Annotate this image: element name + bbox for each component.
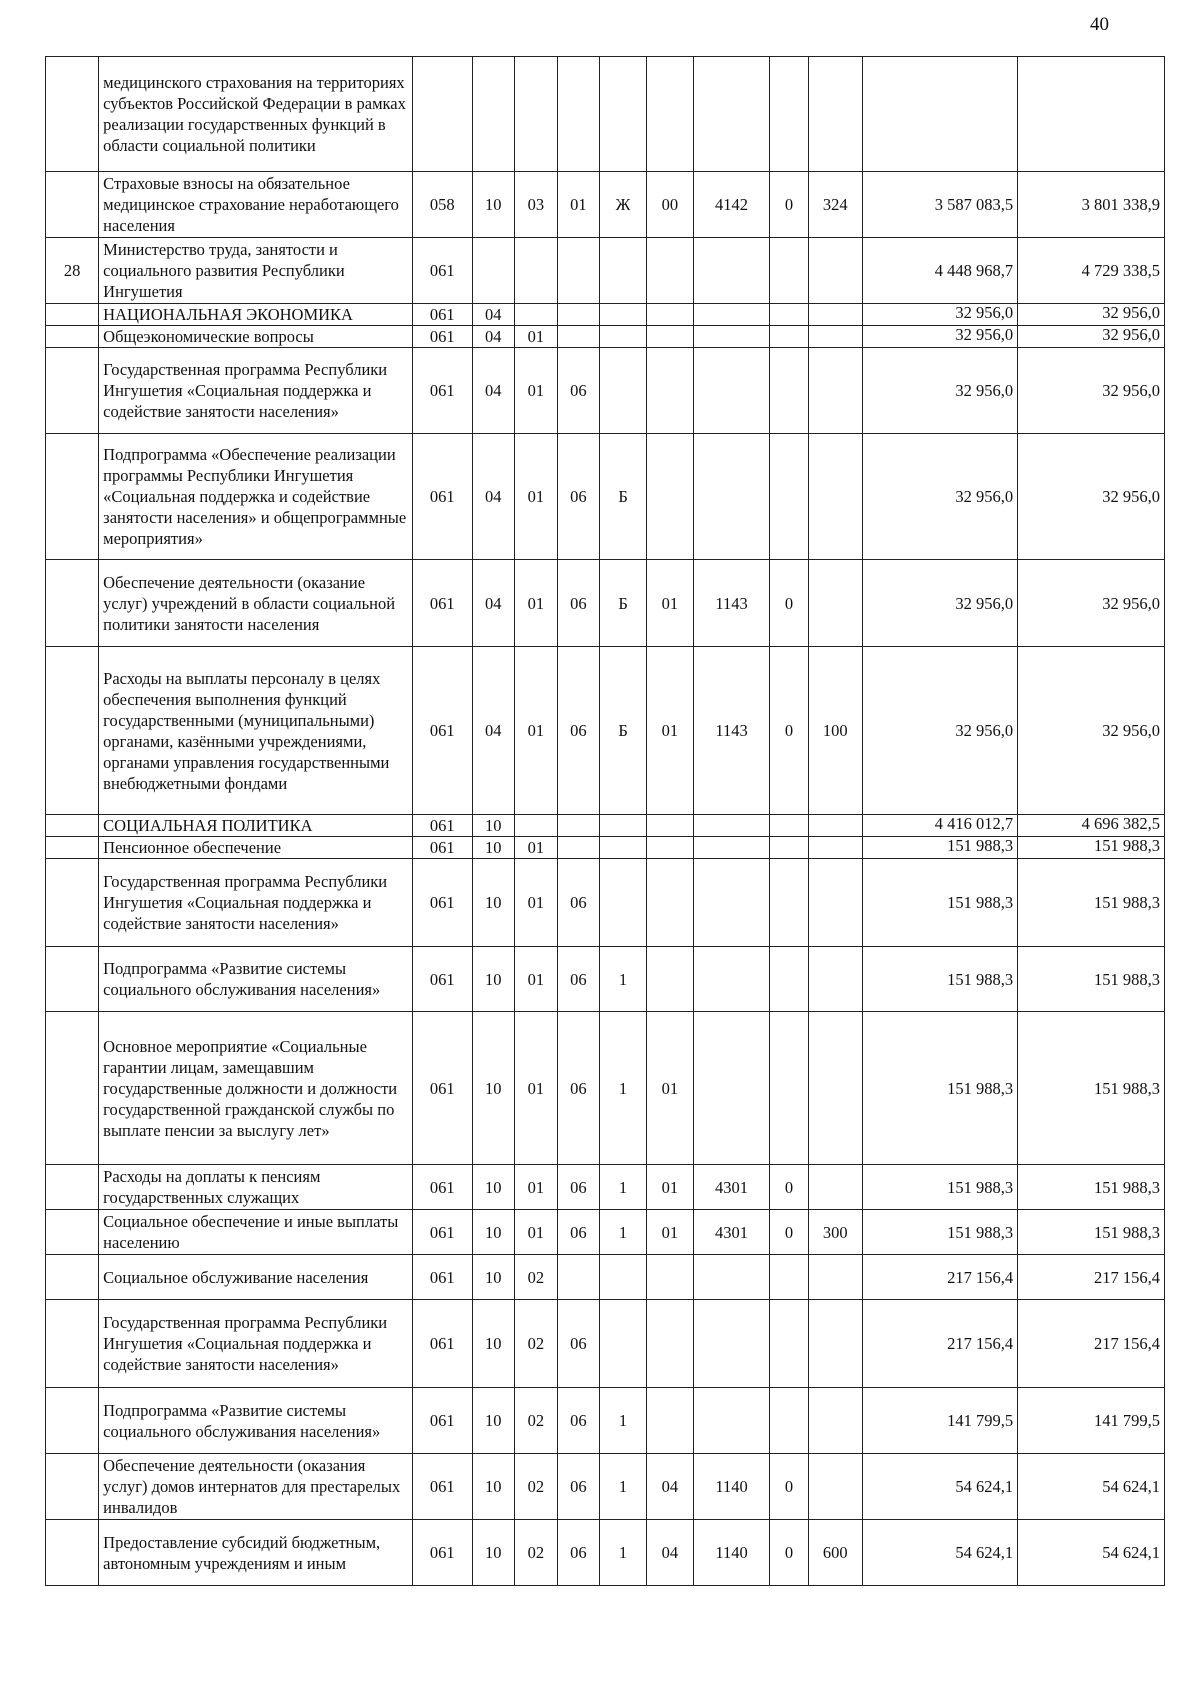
subprogram-code-cell: 1 bbox=[600, 1520, 647, 1586]
section-code-cell: 04 bbox=[472, 348, 515, 434]
direction-code-cell bbox=[693, 815, 770, 837]
expense-type-code-cell bbox=[808, 348, 862, 434]
program-code-cell: 06 bbox=[557, 1210, 600, 1255]
row-number-cell bbox=[46, 647, 99, 815]
direction-code-cell bbox=[693, 837, 770, 859]
amount-year-2-cell: 151 988,3 bbox=[1018, 837, 1165, 859]
expense-type-code-cell bbox=[808, 859, 862, 947]
row-number-cell bbox=[46, 947, 99, 1012]
program-code-cell: 06 bbox=[557, 560, 600, 647]
direction-code-cell: 4142 bbox=[693, 172, 770, 238]
item-name-cell: Подпрограмма «Развитие системы социального обслуживания населения» bbox=[99, 1388, 413, 1454]
amount-year-2-cell: 141 799,5 bbox=[1018, 1388, 1165, 1454]
ministry-code-cell: 058 bbox=[412, 172, 472, 238]
row-number-cell bbox=[46, 326, 99, 348]
section-code-cell: 04 bbox=[472, 304, 515, 326]
ministry-code-cell: 061 bbox=[412, 647, 472, 815]
amount-year-1-cell: 32 956,0 bbox=[862, 348, 1017, 434]
subsection-code-cell: 01 bbox=[515, 560, 558, 647]
direction-code-cell bbox=[693, 947, 770, 1012]
expense-type-code-cell: 300 bbox=[808, 1210, 862, 1255]
ministry-code-cell: 061 bbox=[412, 1012, 472, 1165]
expense-type-code-cell bbox=[808, 947, 862, 1012]
expense-type-code-cell: 600 bbox=[808, 1520, 862, 1586]
amount-year-2-cell: 151 988,3 bbox=[1018, 1165, 1165, 1210]
sub-direction-code-cell bbox=[770, 1012, 808, 1165]
table-row bbox=[46, 815, 1165, 837]
table-row bbox=[46, 326, 1165, 348]
program-code-cell: 06 bbox=[557, 1165, 600, 1210]
direction-code-cell: 1143 bbox=[693, 647, 770, 815]
amount-year-1-cell: 32 956,0 bbox=[862, 326, 1017, 348]
event-code-cell: 04 bbox=[646, 1520, 693, 1586]
subsection-code-cell: 02 bbox=[515, 1255, 558, 1300]
direction-code-cell bbox=[693, 57, 770, 172]
direction-code-cell bbox=[693, 348, 770, 434]
item-name-cell: Государственная программа Республики Ингушетия «Социальная поддержка и содействие занятости населения» bbox=[99, 1300, 413, 1388]
subprogram-code-cell: 1 bbox=[600, 1454, 647, 1520]
subprogram-code-cell bbox=[600, 57, 647, 172]
subprogram-code-cell bbox=[600, 859, 647, 947]
amount-year-2-cell: 32 956,0 bbox=[1018, 434, 1165, 560]
program-code-cell: 06 bbox=[557, 1012, 600, 1165]
program-code-cell: 06 bbox=[557, 647, 600, 815]
row-number-cell bbox=[46, 1165, 99, 1210]
direction-code-cell bbox=[693, 304, 770, 326]
section-code-cell: 04 bbox=[472, 434, 515, 560]
event-code-cell bbox=[646, 348, 693, 434]
event-code-cell bbox=[646, 1300, 693, 1388]
ministry-code-cell: 061 bbox=[412, 1520, 472, 1586]
program-code-cell: 06 bbox=[557, 1520, 600, 1586]
amount-year-1-cell: 151 988,3 bbox=[862, 1210, 1017, 1255]
sub-direction-code-cell bbox=[770, 434, 808, 560]
program-code-cell: 06 bbox=[557, 434, 600, 560]
amount-year-1-cell: 141 799,5 bbox=[862, 1388, 1017, 1454]
table-row bbox=[46, 837, 1165, 859]
amount-year-2-cell: 32 956,0 bbox=[1018, 647, 1165, 815]
subsection-code-cell: 02 bbox=[515, 1454, 558, 1520]
table-row bbox=[46, 348, 1165, 434]
section-code-cell: 10 bbox=[472, 837, 515, 859]
amount-year-1-cell bbox=[862, 57, 1017, 172]
subsection-code-cell: 02 bbox=[515, 1520, 558, 1586]
amount-year-2-cell: 32 956,0 bbox=[1018, 348, 1165, 434]
direction-code-cell: 4301 bbox=[693, 1165, 770, 1210]
ministry-code-cell: 061 bbox=[412, 1165, 472, 1210]
direction-code-cell bbox=[693, 1300, 770, 1388]
row-number-cell bbox=[46, 1012, 99, 1165]
program-code-cell bbox=[557, 304, 600, 326]
row-number-cell bbox=[46, 1388, 99, 1454]
program-code-cell: 01 bbox=[557, 172, 600, 238]
section-code-cell: 10 bbox=[472, 859, 515, 947]
table-row bbox=[46, 560, 1165, 647]
section-code-cell: 10 bbox=[472, 1300, 515, 1388]
table-row bbox=[46, 859, 1165, 947]
item-name-cell: Министерство труда, занятости и социального развития Республики Ингушетия bbox=[99, 238, 413, 304]
budget-table-body bbox=[46, 57, 1165, 1586]
event-code-cell bbox=[646, 859, 693, 947]
subsection-code-cell: 01 bbox=[515, 837, 558, 859]
section-code-cell: 04 bbox=[472, 326, 515, 348]
subprogram-code-cell bbox=[600, 304, 647, 326]
sub-direction-code-cell bbox=[770, 57, 808, 172]
subprogram-code-cell: 1 bbox=[600, 1210, 647, 1255]
subsection-code-cell: 02 bbox=[515, 1388, 558, 1454]
program-code-cell bbox=[557, 815, 600, 837]
row-number-cell bbox=[46, 1210, 99, 1255]
table-row bbox=[46, 304, 1165, 326]
sub-direction-code-cell bbox=[770, 1255, 808, 1300]
expense-type-code-cell bbox=[808, 815, 862, 837]
program-code-cell bbox=[557, 326, 600, 348]
sub-direction-code-cell: 0 bbox=[770, 1210, 808, 1255]
item-name-cell: Государственная программа Республики Ингушетия «Социальная поддержка и содействие занятости населения» bbox=[99, 859, 413, 947]
sub-direction-code-cell bbox=[770, 837, 808, 859]
ministry-code-cell: 061 bbox=[412, 837, 472, 859]
table-row bbox=[46, 238, 1165, 304]
expense-type-code-cell bbox=[808, 304, 862, 326]
section-code-cell: 10 bbox=[472, 1165, 515, 1210]
table-row bbox=[46, 1165, 1165, 1210]
subprogram-code-cell bbox=[600, 815, 647, 837]
subsection-code-cell: 01 bbox=[515, 1012, 558, 1165]
row-number-cell bbox=[46, 837, 99, 859]
ministry-code-cell: 061 bbox=[412, 326, 472, 348]
item-name-cell: Пенсионное обеспечение bbox=[99, 837, 413, 859]
amount-year-2-cell: 54 624,1 bbox=[1018, 1454, 1165, 1520]
expense-type-code-cell bbox=[808, 434, 862, 560]
subprogram-code-cell bbox=[600, 238, 647, 304]
table-row bbox=[46, 1388, 1165, 1454]
amount-year-1-cell: 151 988,3 bbox=[862, 859, 1017, 947]
subprogram-code-cell bbox=[600, 348, 647, 434]
ministry-code-cell: 061 bbox=[412, 1454, 472, 1520]
row-number-cell bbox=[46, 348, 99, 434]
sub-direction-code-cell: 0 bbox=[770, 1454, 808, 1520]
amount-year-1-cell: 54 624,1 bbox=[862, 1454, 1017, 1520]
expense-type-code-cell bbox=[808, 1300, 862, 1388]
amount-year-2-cell: 54 624,1 bbox=[1018, 1520, 1165, 1586]
section-code-cell: 10 bbox=[472, 1210, 515, 1255]
direction-code-cell bbox=[693, 1388, 770, 1454]
subsection-code-cell: 01 bbox=[515, 1210, 558, 1255]
amount-year-1-cell: 32 956,0 bbox=[862, 647, 1017, 815]
item-name-cell: Социальное обслуживание населения bbox=[99, 1255, 413, 1300]
amount-year-2-cell: 32 956,0 bbox=[1018, 560, 1165, 647]
row-number-cell bbox=[46, 1255, 99, 1300]
row-number-cell bbox=[46, 304, 99, 326]
amount-year-2-cell bbox=[1018, 57, 1165, 172]
expense-type-code-cell bbox=[808, 1165, 862, 1210]
amount-year-1-cell: 54 624,1 bbox=[862, 1520, 1017, 1586]
row-number-cell bbox=[46, 172, 99, 238]
subprogram-code-cell: Б bbox=[600, 647, 647, 815]
sub-direction-code-cell bbox=[770, 859, 808, 947]
subprogram-code-cell: 1 bbox=[600, 1165, 647, 1210]
item-name-cell: Предоставление субсидий бюджетным, автономным учреждениям и иным bbox=[99, 1520, 413, 1586]
direction-code-cell: 1143 bbox=[693, 560, 770, 647]
subsection-code-cell bbox=[515, 57, 558, 172]
ministry-code-cell: 061 bbox=[412, 1210, 472, 1255]
item-name-cell: Подпрограмма «Развитие системы социального обслуживания населения» bbox=[99, 947, 413, 1012]
section-code-cell bbox=[472, 57, 515, 172]
subprogram-code-cell bbox=[600, 326, 647, 348]
direction-code-cell: 4301 bbox=[693, 1210, 770, 1255]
subprogram-code-cell: 1 bbox=[600, 947, 647, 1012]
ministry-code-cell: 061 bbox=[412, 1388, 472, 1454]
direction-code-cell bbox=[693, 1012, 770, 1165]
item-name-cell: Расходы на выплаты персоналу в целях обеспечения выполнения функций государственными (муниципальными) органами, казёнными учреждениями, органами управления государственными внебюджетными фондами bbox=[99, 647, 413, 815]
subsection-code-cell bbox=[515, 304, 558, 326]
table-row bbox=[46, 1300, 1165, 1388]
table-row bbox=[46, 647, 1165, 815]
amount-year-2-cell: 151 988,3 bbox=[1018, 1012, 1165, 1165]
program-code-cell: 06 bbox=[557, 1388, 600, 1454]
event-code-cell bbox=[646, 1255, 693, 1300]
section-code-cell: 10 bbox=[472, 1012, 515, 1165]
program-code-cell: 06 bbox=[557, 859, 600, 947]
program-code-cell: 06 bbox=[557, 1454, 600, 1520]
ministry-code-cell: 061 bbox=[412, 1255, 472, 1300]
direction-code-cell bbox=[693, 859, 770, 947]
event-code-cell: 01 bbox=[646, 560, 693, 647]
section-code-cell: 04 bbox=[472, 647, 515, 815]
row-number-cell bbox=[46, 815, 99, 837]
sub-direction-code-cell bbox=[770, 815, 808, 837]
expense-type-code-cell bbox=[808, 1255, 862, 1300]
subsection-code-cell: 01 bbox=[515, 1165, 558, 1210]
subprogram-code-cell bbox=[600, 1255, 647, 1300]
amount-year-2-cell: 32 956,0 bbox=[1018, 326, 1165, 348]
item-name-cell: Страховые взносы на обязательное медицинское страхование неработающего населения bbox=[99, 172, 413, 238]
budget-table bbox=[45, 56, 1165, 1586]
event-code-cell bbox=[646, 837, 693, 859]
event-code-cell: 01 bbox=[646, 1210, 693, 1255]
event-code-cell: 01 bbox=[646, 1165, 693, 1210]
event-code-cell bbox=[646, 57, 693, 172]
ministry-code-cell: 061 bbox=[412, 560, 472, 647]
subprogram-code-cell: Б bbox=[600, 434, 647, 560]
ministry-code-cell: 061 bbox=[412, 859, 472, 947]
event-code-cell bbox=[646, 326, 693, 348]
page-number: 40 bbox=[1090, 14, 1109, 35]
expense-type-code-cell bbox=[808, 57, 862, 172]
ministry-code-cell: 061 bbox=[412, 238, 472, 304]
amount-year-2-cell: 4 696 382,5 bbox=[1018, 815, 1165, 837]
program-code-cell bbox=[557, 837, 600, 859]
section-code-cell: 10 bbox=[472, 815, 515, 837]
ministry-code-cell: 061 bbox=[412, 348, 472, 434]
amount-year-1-cell: 151 988,3 bbox=[862, 1165, 1017, 1210]
event-code-cell: 01 bbox=[646, 1012, 693, 1165]
section-code-cell: 10 bbox=[472, 1454, 515, 1520]
row-number-cell bbox=[46, 560, 99, 647]
table-row bbox=[46, 57, 1165, 172]
table-row bbox=[46, 1210, 1165, 1255]
row-number-cell bbox=[46, 57, 99, 172]
subprogram-code-cell: 1 bbox=[600, 1012, 647, 1165]
table-row bbox=[46, 947, 1165, 1012]
amount-year-1-cell: 32 956,0 bbox=[862, 560, 1017, 647]
subprogram-code-cell: 1 bbox=[600, 1388, 647, 1454]
subsection-code-cell: 01 bbox=[515, 947, 558, 1012]
direction-code-cell bbox=[693, 434, 770, 560]
amount-year-2-cell: 217 156,4 bbox=[1018, 1300, 1165, 1388]
subsection-code-cell bbox=[515, 238, 558, 304]
amount-year-2-cell: 151 988,3 bbox=[1018, 859, 1165, 947]
subprogram-code-cell: Ж bbox=[600, 172, 647, 238]
section-code-cell: 10 bbox=[472, 1255, 515, 1300]
subsection-code-cell: 02 bbox=[515, 1300, 558, 1388]
amount-year-1-cell: 217 156,4 bbox=[862, 1255, 1017, 1300]
row-number-cell bbox=[46, 1454, 99, 1520]
table-row bbox=[46, 172, 1165, 238]
expense-type-code-cell bbox=[808, 1388, 862, 1454]
subsection-code-cell: 03 bbox=[515, 172, 558, 238]
amount-year-2-cell: 32 956,0 bbox=[1018, 304, 1165, 326]
ministry-code-cell: 061 bbox=[412, 1300, 472, 1388]
table-row bbox=[46, 1255, 1165, 1300]
item-name-cell: СОЦИАЛЬНАЯ ПОЛИТИКА bbox=[99, 815, 413, 837]
event-code-cell: 01 bbox=[646, 647, 693, 815]
amount-year-2-cell: 151 988,3 bbox=[1018, 1210, 1165, 1255]
expense-type-code-cell bbox=[808, 560, 862, 647]
subsection-code-cell: 01 bbox=[515, 859, 558, 947]
item-name-cell: Государственная программа Республики Ингушетия «Социальная поддержка и содействие занятости населения» bbox=[99, 348, 413, 434]
amount-year-1-cell: 151 988,3 bbox=[862, 837, 1017, 859]
amount-year-1-cell: 151 988,3 bbox=[862, 947, 1017, 1012]
program-code-cell bbox=[557, 57, 600, 172]
amount-year-1-cell: 4 448 968,7 bbox=[862, 238, 1017, 304]
subprogram-code-cell: Б bbox=[600, 560, 647, 647]
subsection-code-cell: 01 bbox=[515, 434, 558, 560]
subsection-code-cell bbox=[515, 815, 558, 837]
event-code-cell bbox=[646, 238, 693, 304]
row-number-cell bbox=[46, 1520, 99, 1586]
event-code-cell bbox=[646, 815, 693, 837]
direction-code-cell: 1140 bbox=[693, 1454, 770, 1520]
expense-type-code-cell bbox=[808, 1454, 862, 1520]
program-code-cell bbox=[557, 238, 600, 304]
event-code-cell: 04 bbox=[646, 1454, 693, 1520]
item-name-cell: Основное мероприятие «Социальные гарантии лицам, замещавшим государственные должности и должности государственной гражданской службы по выплате пенсии за выслугу лет» bbox=[99, 1012, 413, 1165]
item-name-cell: Расходы на доплаты к пенсиям государственных служащих bbox=[99, 1165, 413, 1210]
ministry-code-cell: 061 bbox=[412, 304, 472, 326]
item-name-cell: НАЦИОНАЛЬНАЯ ЭКОНОМИКА bbox=[99, 304, 413, 326]
event-code-cell bbox=[646, 1388, 693, 1454]
item-name-cell: Обеспечение деятельности (оказание услуг) учреждений в области социальной политики занятости населения bbox=[99, 560, 413, 647]
row-number-cell bbox=[46, 1300, 99, 1388]
subsection-code-cell: 01 bbox=[515, 647, 558, 815]
table-row bbox=[46, 1454, 1165, 1520]
amount-year-1-cell: 3 587 083,5 bbox=[862, 172, 1017, 238]
program-code-cell bbox=[557, 1255, 600, 1300]
direction-code-cell bbox=[693, 326, 770, 348]
amount-year-1-cell: 32 956,0 bbox=[862, 304, 1017, 326]
event-code-cell bbox=[646, 947, 693, 1012]
row-number-cell: 28 bbox=[46, 238, 99, 304]
section-code-cell: 10 bbox=[472, 1520, 515, 1586]
program-code-cell: 06 bbox=[557, 348, 600, 434]
item-name-cell: Подпрограмма «Обеспечение реализации программы Республики Ингушетия «Социальная поддержка и содействие занятости населения» и общепрограммные мероприятия» bbox=[99, 434, 413, 560]
sub-direction-code-cell: 0 bbox=[770, 560, 808, 647]
section-code-cell: 10 bbox=[472, 172, 515, 238]
expense-type-code-cell: 100 bbox=[808, 647, 862, 815]
subsection-code-cell: 01 bbox=[515, 326, 558, 348]
sub-direction-code-cell: 0 bbox=[770, 1165, 808, 1210]
sub-direction-code-cell: 0 bbox=[770, 172, 808, 238]
amount-year-2-cell: 3 801 338,9 bbox=[1018, 172, 1165, 238]
item-name-cell: Социальное обеспечение и иные выплаты населению bbox=[99, 1210, 413, 1255]
direction-code-cell: 1140 bbox=[693, 1520, 770, 1586]
table-row bbox=[46, 1520, 1165, 1586]
event-code-cell bbox=[646, 304, 693, 326]
amount-year-1-cell: 217 156,4 bbox=[862, 1300, 1017, 1388]
sub-direction-code-cell: 0 bbox=[770, 647, 808, 815]
item-name-cell: Обеспечение деятельности (оказания услуг) домов интернатов для престарелых инвалидов bbox=[99, 1454, 413, 1520]
row-number-cell bbox=[46, 434, 99, 560]
amount-year-1-cell: 151 988,3 bbox=[862, 1012, 1017, 1165]
ministry-code-cell bbox=[412, 57, 472, 172]
item-name-cell: Общеэкономические вопросы bbox=[99, 326, 413, 348]
amount-year-1-cell: 32 956,0 bbox=[862, 434, 1017, 560]
program-code-cell: 06 bbox=[557, 1300, 600, 1388]
event-code-cell: 00 bbox=[646, 172, 693, 238]
table-row bbox=[46, 434, 1165, 560]
sub-direction-code-cell bbox=[770, 947, 808, 1012]
section-code-cell: 10 bbox=[472, 1388, 515, 1454]
expense-type-code-cell bbox=[808, 837, 862, 859]
ministry-code-cell: 061 bbox=[412, 815, 472, 837]
sub-direction-code-cell bbox=[770, 326, 808, 348]
direction-code-cell bbox=[693, 238, 770, 304]
sub-direction-code-cell bbox=[770, 1388, 808, 1454]
expense-type-code-cell: 324 bbox=[808, 172, 862, 238]
subprogram-code-cell bbox=[600, 837, 647, 859]
amount-year-2-cell: 217 156,4 bbox=[1018, 1255, 1165, 1300]
sub-direction-code-cell bbox=[770, 1300, 808, 1388]
sub-direction-code-cell bbox=[770, 304, 808, 326]
section-code-cell bbox=[472, 238, 515, 304]
sub-direction-code-cell: 0 bbox=[770, 1520, 808, 1586]
ministry-code-cell: 061 bbox=[412, 947, 472, 1012]
subsection-code-cell: 01 bbox=[515, 348, 558, 434]
table-row bbox=[46, 1012, 1165, 1165]
expense-type-code-cell bbox=[808, 326, 862, 348]
amount-year-1-cell: 4 416 012,7 bbox=[862, 815, 1017, 837]
sub-direction-code-cell bbox=[770, 348, 808, 434]
ministry-code-cell: 061 bbox=[412, 434, 472, 560]
sub-direction-code-cell bbox=[770, 238, 808, 304]
direction-code-cell bbox=[693, 1255, 770, 1300]
event-code-cell bbox=[646, 434, 693, 560]
row-number-cell bbox=[46, 859, 99, 947]
amount-year-2-cell: 4 729 338,5 bbox=[1018, 238, 1165, 304]
section-code-cell: 04 bbox=[472, 560, 515, 647]
expense-type-code-cell bbox=[808, 238, 862, 304]
amount-year-2-cell: 151 988,3 bbox=[1018, 947, 1165, 1012]
program-code-cell: 06 bbox=[557, 947, 600, 1012]
expense-type-code-cell bbox=[808, 1012, 862, 1165]
item-name-cell: медицинского страхования на территориях субъектов Российской Федерации в рамках реализации государственных функций в области социальной политики bbox=[99, 57, 413, 172]
subprogram-code-cell bbox=[600, 1300, 647, 1388]
section-code-cell: 10 bbox=[472, 947, 515, 1012]
